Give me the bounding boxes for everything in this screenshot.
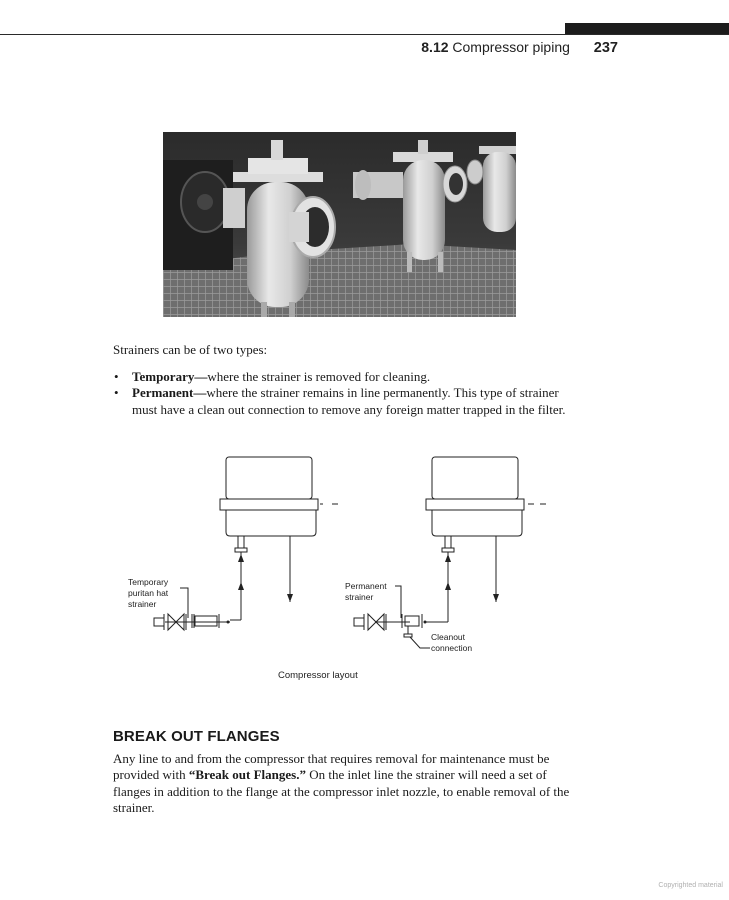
header-rule [0,34,729,35]
flow-arrow-down [287,594,293,602]
running-head [421,39,618,56]
header-bar [565,23,729,34]
list-item [113,369,573,385]
compressor-flange-left [220,499,318,510]
section-title: Compressor piping [452,39,570,55]
page-number: 237 [593,40,618,56]
compressor-body-right [432,457,518,499]
section-heading: BREAK OUT FLANGES [113,728,280,745]
figure-caption: Compressor layout [278,670,358,681]
flow-arrow-down [493,594,499,602]
bullet-term: Temporary— [132,369,208,384]
flow-arrow-up [238,554,244,562]
temporary-label: strainer [128,599,157,609]
section-paragraph [113,751,575,816]
flow-arrow-up [445,582,451,590]
permanent-label: strainer [345,592,374,602]
compressor-flange-right [426,499,524,510]
compressor-layout-diagram [120,452,580,684]
compressor-base-left [226,510,316,536]
bullet-text: where the strainer is removed for cleaning. [207,369,431,384]
strainer-types-list [113,369,573,418]
para-text: Any line to and from the compressor that requires removal for maintenance must be provided with [113,751,550,783]
bullet-term: Permanent— [132,385,207,401]
flow-arrow-up [238,582,244,590]
para-text: On the inlet line the strainer will need a set of flanges in addition to the flange at the compressor inlet nozzle, to enable removal of the strainer. [113,767,570,815]
bullet-text: where the strainer remains in line permanently. This type of strainer must have a clean out connection to remove any foreign matter trapped in the filter. [132,385,566,417]
strainer-photo [163,132,516,317]
temporary-label: Temporary [128,577,169,587]
intro-text: Strainers can be of two types: [113,342,268,357]
list-item [113,385,573,418]
temporary-label: puritan hat [128,588,169,598]
section-number: 8.12 [421,39,449,55]
cleanout-label: connection [431,643,473,653]
cleanout-label: Cleanout [431,632,466,642]
copyright-note: Copyrighted material [658,882,723,889]
permanent-label: Permanent [345,581,387,591]
para-bold: “Break out Flanges.” [188,767,306,783]
compressor-body-left [226,457,312,499]
compressor-base-right [432,510,522,536]
flow-arrow-up [445,554,451,562]
